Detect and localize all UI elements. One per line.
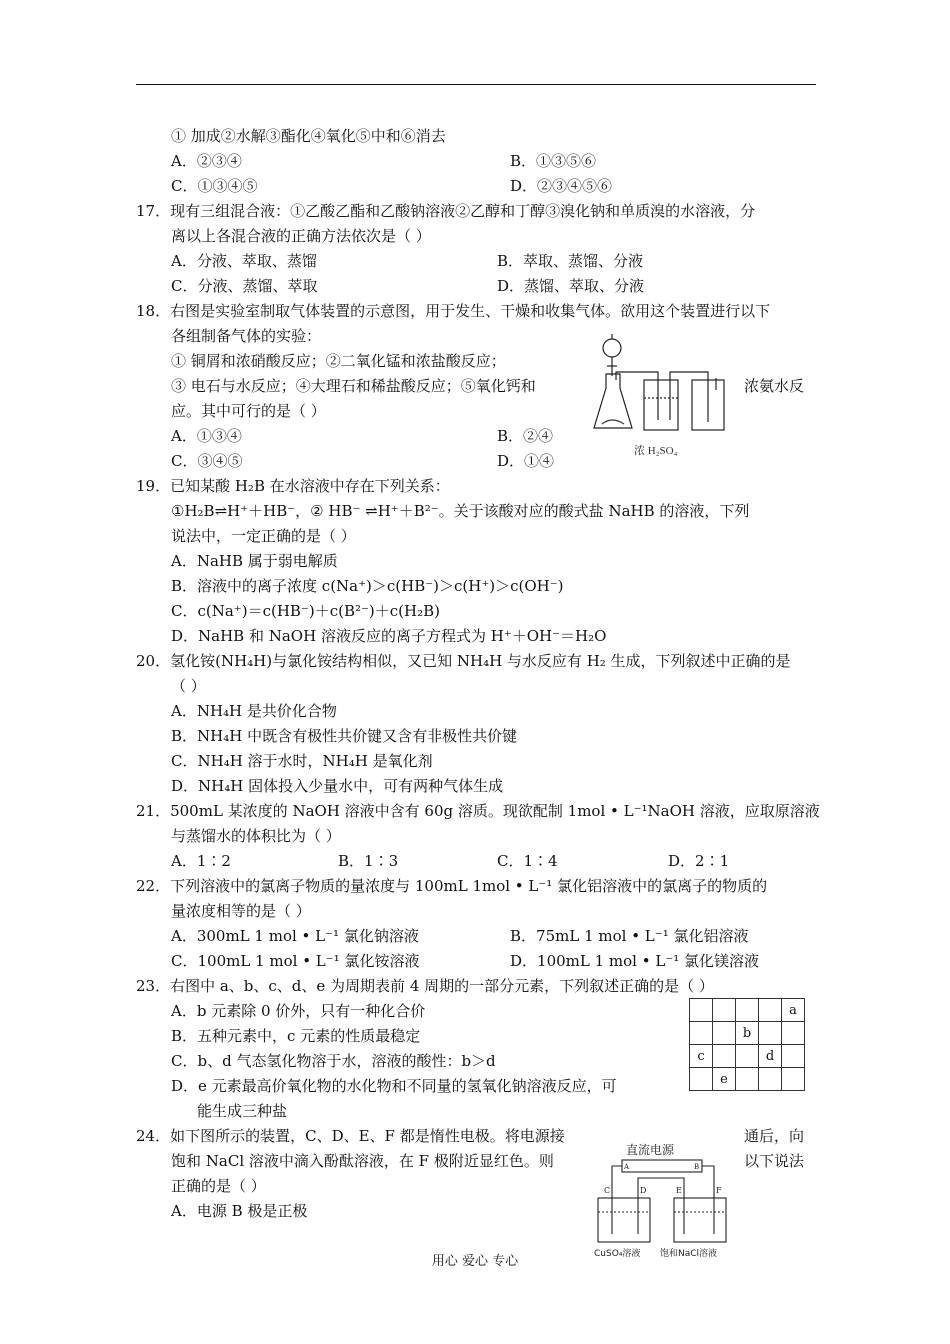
q19-stem-2: ①H₂B⇌H⁺＋HB⁻，② HB⁻ ⇌H⁺＋B²⁻。关于该酸对应的酸式盐 NaHB 的溶液，下列	[171, 502, 750, 520]
q24-stem-1: 24．如下图所示的装置，C、D、E、F 都是惰性电极。将电源接	[136, 1127, 565, 1145]
q22-option-a: A．300mL 1 mol • L⁻¹ 氯化钠溶液	[171, 927, 419, 945]
power-source-label: 直流电源	[626, 1143, 675, 1157]
q24-stem-3: 正确的是（ ）	[171, 1177, 266, 1195]
q19-stem-1: 19．已知某酸 H₂B 在水溶液中存在下列关系：	[136, 477, 450, 495]
q24-stem-2: 饱和 NaCl 溶液中滴入酚酞溶液，在 F 极附近显红色。则	[171, 1152, 554, 1170]
q17-option-b: B．萃取、蒸馏、分液	[497, 252, 644, 270]
q17-option-a: A．分液、萃取、蒸馏	[171, 252, 317, 270]
q18-option-d: D．①④	[497, 452, 555, 470]
q16-option-a: A．②③④	[171, 152, 242, 170]
q23-option-c: C．b、d 气态氢化物溶于水，溶液的酸性：b＞d	[171, 1052, 496, 1070]
grid-cell-e: e	[713, 1068, 736, 1091]
header-rule	[136, 84, 816, 85]
gas-apparatus-figure	[592, 328, 734, 460]
q17-option-c: C．分液、蒸馏、萃取	[171, 277, 318, 295]
q23-option-a: A．b 元素除 0 价外，只有一种化合价	[171, 1002, 426, 1020]
electrode-d-label: D	[640, 1186, 647, 1195]
q18-option-c: C．③④⑤	[171, 452, 243, 470]
q19-stem-3: 说法中，一定正确的是（ ）	[171, 527, 356, 545]
q19-option-a: A．NaHB 属于弱电解质	[171, 552, 338, 570]
grid-cell-a: a	[782, 999, 805, 1022]
q17-stem-1: 17．现有三组混合液：①乙酸乙酯和乙酸钠溶液②乙醇和丁醇③溴化钠和单质溴的水溶液，分	[136, 202, 756, 220]
grid-cell-c: c	[690, 1045, 713, 1068]
q16-option-d: D．②③④⑤⑥	[510, 177, 613, 195]
q18-stem-4b: 浓氨水反	[744, 377, 805, 395]
q24-option-a: A．电源 B 极是正极	[171, 1202, 308, 1220]
grid-cell-d: d	[759, 1045, 782, 1068]
grid-cell-b: b	[736, 1022, 759, 1045]
q21-option-b: B．1∶3	[338, 852, 399, 870]
q20-option-c: C．NH₄H 溶于水时，NH₄H 是氧化剂	[171, 752, 433, 770]
q21-stem-1: 21．500mL 某浓度的 NaOH 溶液中含有 60g 溶质。现欲配制 1mol • L⁻¹NaOH 溶液，应取原溶液	[136, 802, 820, 820]
q24-stem-2b: 以下说法	[744, 1152, 805, 1170]
nacl-label: 饱和NaCl溶液	[660, 1249, 718, 1259]
q20-stem-1: 20．氢化铵(NH₄H)与氯化铵结构相似，又已知 NH₄H 与水反应有 H₂ 生成，下列叙述中正确的是	[136, 652, 791, 670]
q23-option-d-2: 能生成三种盐	[197, 1102, 288, 1120]
q17-stem-2: 离以上各混合液的正确方法依次是（ ）	[171, 227, 431, 245]
cuso4-label: CuSO₄溶液	[594, 1249, 641, 1259]
apparatus-label: 浓 H₂SO₄	[634, 445, 678, 457]
q23-stem-1: 23．右图中 a、b、c、d、e 为周期表前 4 周期的一部分元素，下列叙述正确的是（ ）	[136, 977, 714, 995]
electrode-e-label: E	[676, 1186, 682, 1195]
q19-option-b: B．溶液中的离子浓度 c(Na⁺)＞c(HB⁻)＞c(H⁺)＞c(OH⁻)	[171, 577, 564, 595]
q22-option-d: D．100mL 1 mol • L⁻¹ 氯化镁溶液	[510, 952, 760, 970]
q22-stem-2: 量浓度相等的是（ ）	[171, 902, 311, 920]
page-footer: 用心 爱心 专心	[431, 1254, 519, 1269]
electrolysis-figure	[592, 1138, 737, 1262]
q21-option-a: A．1∶2	[171, 852, 231, 870]
q16-option-c: C．①③④⑤	[171, 177, 258, 195]
q17-option-d: D．蒸馏、萃取、分液	[497, 277, 645, 295]
terminal-b-label: B	[694, 1163, 700, 1171]
electrode-f-label: F	[716, 1186, 722, 1195]
q20-stem-2: （ ）	[171, 677, 206, 695]
q20-option-b: B．NH₄H 中既含有极性共价键又含有非极性共价键	[171, 727, 518, 745]
q20-option-a: A．NH₄H 是共价化合物	[171, 702, 337, 720]
terminal-a-label: A	[624, 1163, 630, 1171]
q22-option-b: B．75mL 1 mol • L⁻¹ 氯化铝溶液	[510, 927, 749, 945]
q20-option-d: D．NH₄H 固体投入少量水中，可有两种气体生成	[171, 777, 504, 795]
q19-option-c: C．c(Na⁺)＝c(HB⁻)＋c(B²⁻)＋c(H₂B)	[171, 602, 440, 620]
q18-option-a: A．①③④	[171, 427, 242, 445]
q19-option-d: D．NaHB 和 NaOH 溶液反应的离子方程式为 H⁺＋OH⁻＝H₂O	[171, 627, 607, 645]
q18-stem-4: ③ 电石与水反应；④大理石和稀盐酸反应；⑤氧化钙和	[171, 377, 536, 395]
q21-option-c: C．1∶4	[497, 852, 558, 870]
q21-option-d: D．2∶1	[668, 852, 730, 870]
q18-stem-1: 18．右图是实验室制取气体装置的示意图，用于发生、干燥和收集气体。欲用这个装置进行以下	[136, 302, 771, 320]
q23-option-b: B．五种元素中，c 元素的性质最稳定	[171, 1027, 421, 1045]
q22-option-c: C．100mL 1 mol • L⁻¹ 氯化铵溶液	[171, 952, 420, 970]
q18-option-b: B．②④	[497, 427, 554, 445]
q16-option-b: B．①③⑤⑥	[510, 152, 597, 170]
q21-stem-2: 与蒸馏水的体积比为（ ）	[171, 827, 341, 845]
q22-stem-1: 22．下列溶液中的氯离子物质的量浓度与 100mL 1mol • L⁻¹ 氯化铝溶液中的氯离子的物质的	[136, 877, 768, 895]
q24-stem-1b: 通后，向	[744, 1127, 805, 1145]
q23-option-d-1: D．e 元素最高价氧化物的水化物和不同量的氢氧化钠溶液反应，可	[171, 1077, 617, 1095]
q18-stem-5: 应。其中可行的是（ ）	[171, 402, 326, 420]
q18-stem-3: ① 铜屑和浓硝酸反应；②二氧化锰和浓盐酸反应；	[171, 352, 506, 370]
electrode-c-label: C	[604, 1186, 611, 1195]
periodic-table-grid	[689, 998, 805, 1091]
q16-stem: ① 加成②水解③酯化④氧化⑤中和⑥消去	[171, 127, 446, 145]
q18-stem-2: 各组制备气体的实验：	[171, 327, 322, 345]
